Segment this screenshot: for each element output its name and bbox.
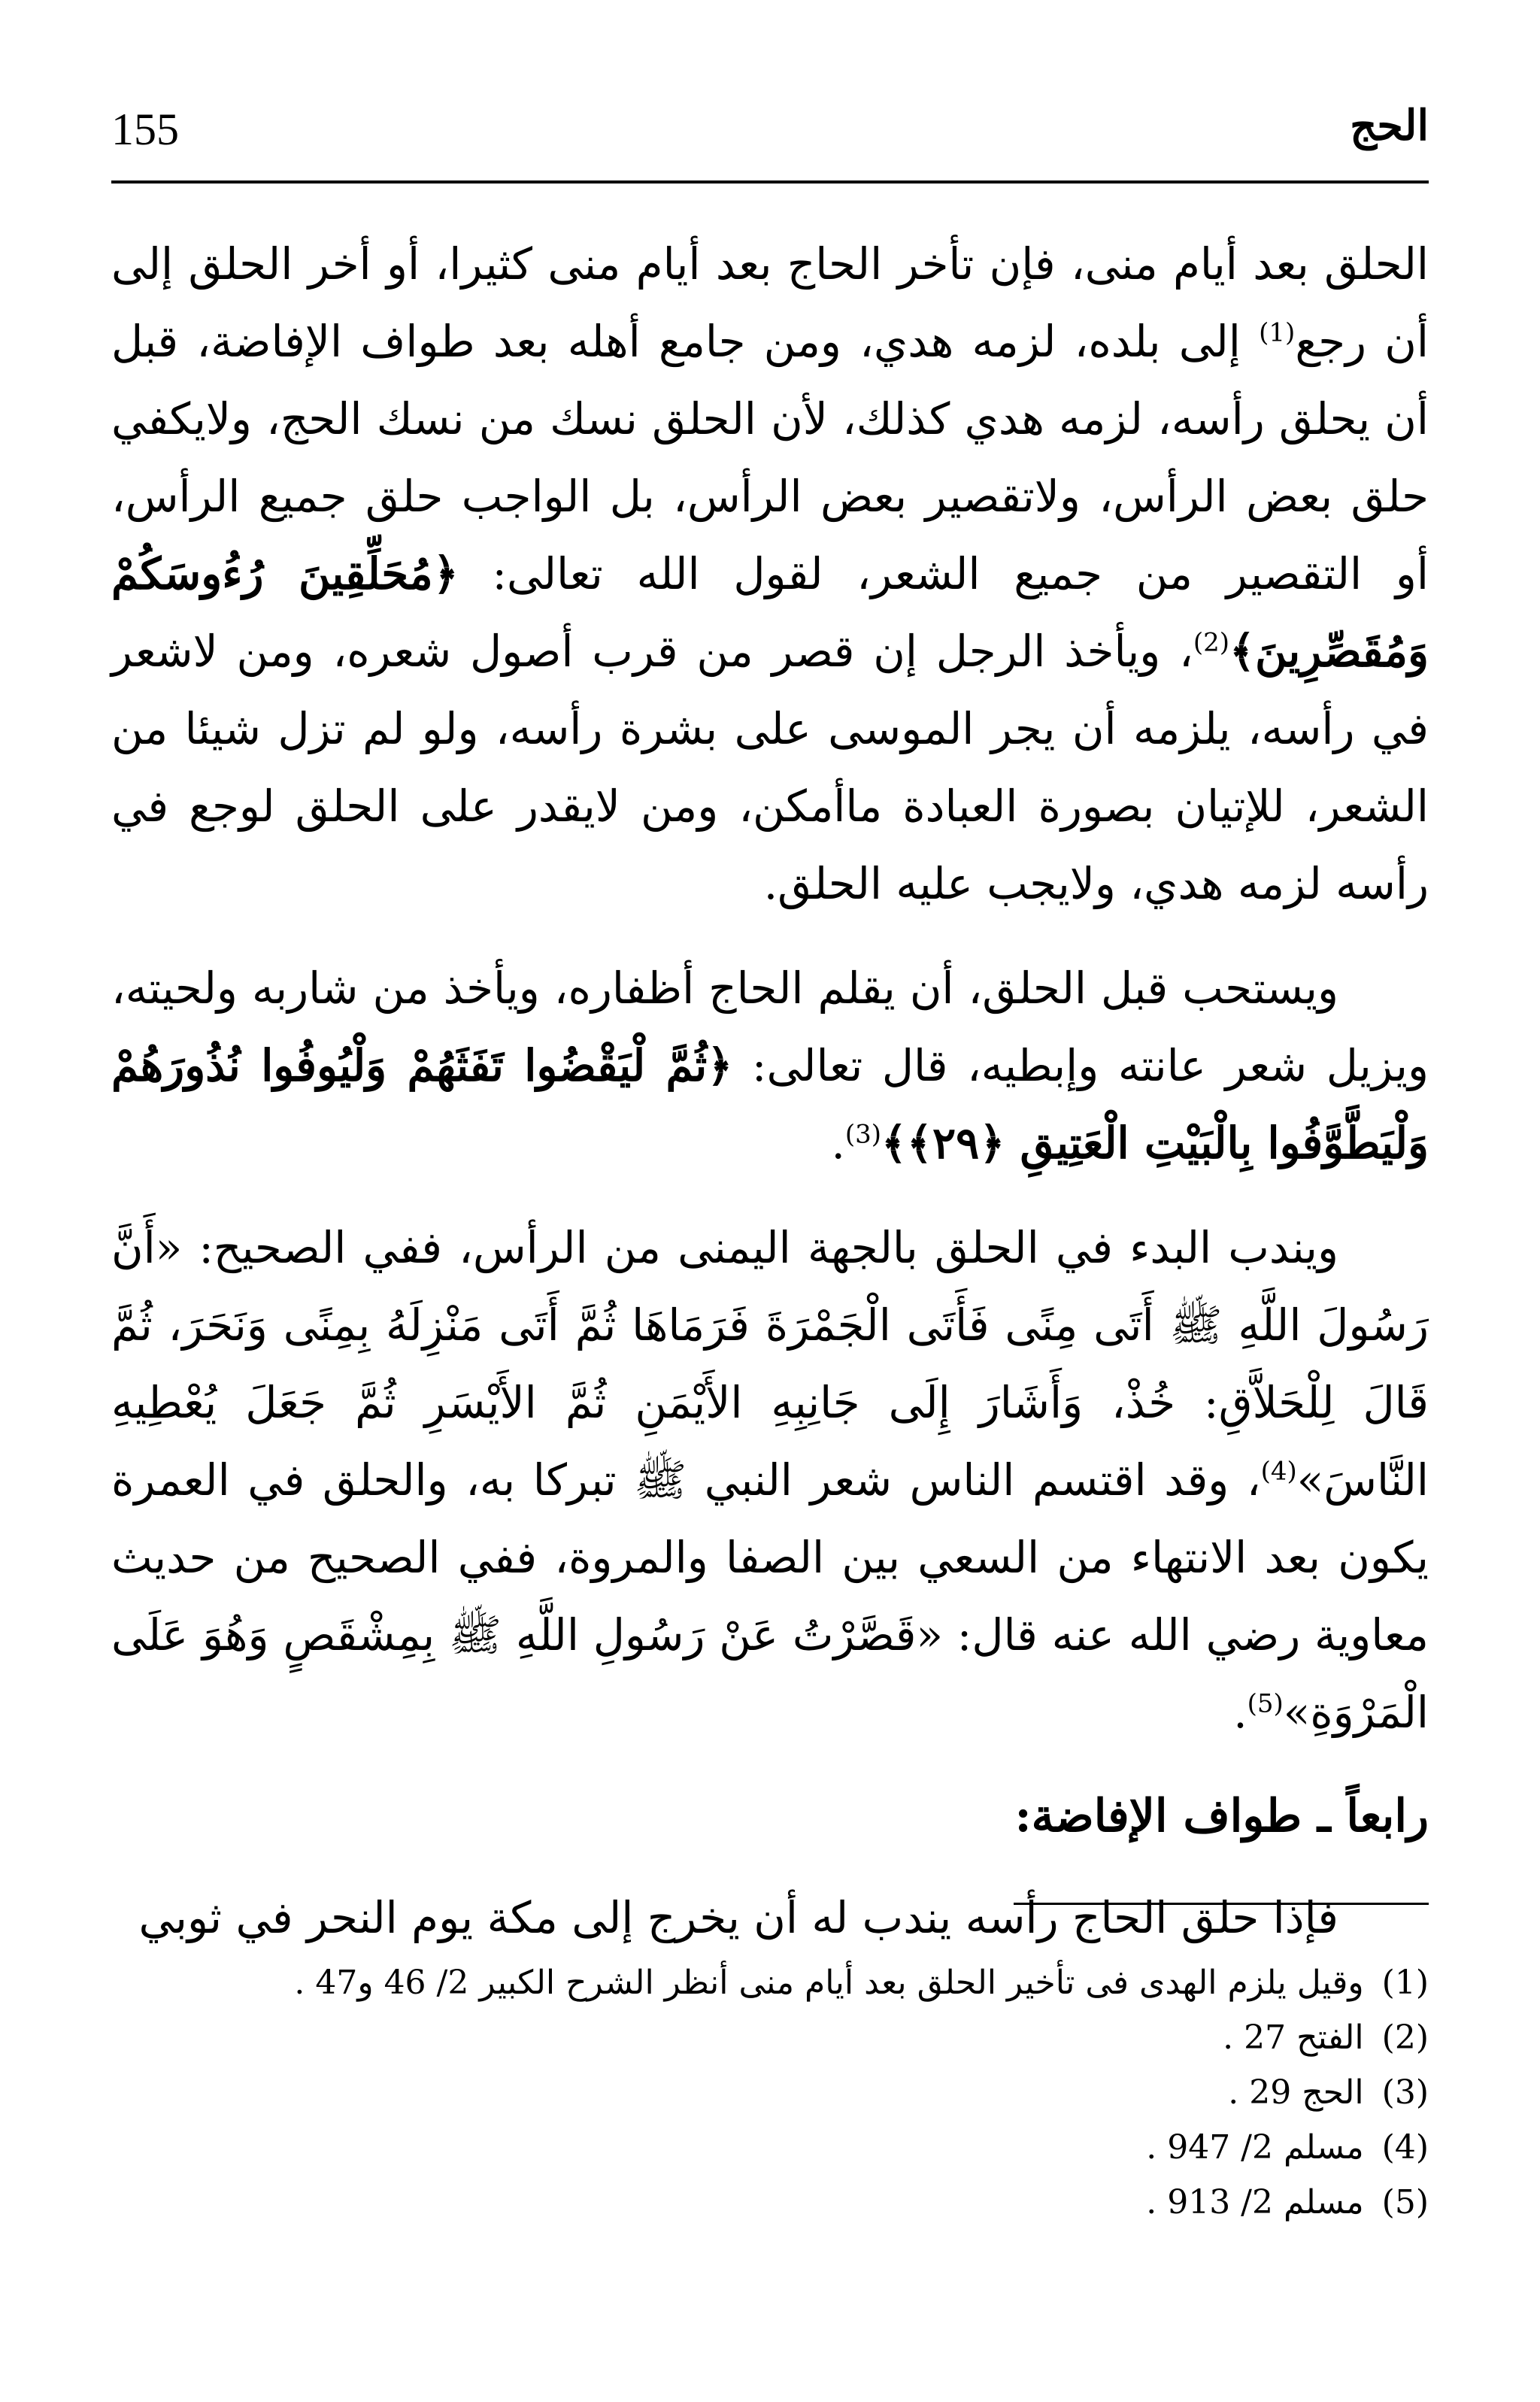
page-header bbox=[111, 90, 1429, 183]
footnote-ref: (1) bbox=[1259, 317, 1296, 348]
paragraph-2 bbox=[111, 950, 1429, 1182]
footnote-item bbox=[111, 1955, 1429, 2010]
footnote-item bbox=[111, 2120, 1429, 2175]
footnote-ref: (4) bbox=[1260, 1456, 1297, 1487]
footnote-number: (4) bbox=[1381, 2128, 1429, 2167]
footnote-text: الفتح 27 . bbox=[1223, 2018, 1364, 2057]
footnote-ref: (2) bbox=[1193, 627, 1229, 658]
running-title: الحج bbox=[1350, 101, 1429, 150]
hadith-quote: «أَنَّ رَسُولَ اللَّهِ ﷺ أَتَى مِنًى فَأَتَى الْجَمْرَةَ فَرَمَاهَا ثُمَّ أَتَى مَنْزِلَهُ بِمِنًى وَنَحَرَ، ثُمَّ قَالَ لِلْحَلاَّقِ: خُذْ، وَأَشَارَ إِلَى جَانِبِهِ الأَيْمَنِ ثُمَّ الأَيْسَرِ ثُمَّ جَعَلَ يُعْطِيهِ النَّاسَ» bbox=[111, 1222, 1429, 1506]
paragraph-1 bbox=[111, 226, 1429, 923]
main-text bbox=[111, 226, 1429, 1943]
footnote-text: وقيل يلزم الهدى فى تأخير الحلق بعد أيام منى أنظر الشرح الكبير 2/ 46 و47 . bbox=[294, 1964, 1364, 2002]
section-heading: رابعاً ـ طواف الإفاضة: bbox=[1014, 1790, 1429, 1842]
footnote-number: (2) bbox=[1381, 2018, 1429, 2057]
paragraph-text: ويستحب قبل الحلق، أن يقلم الحاج أظفاره، ويأخذ من شاربه ولحيته، ويزيل شعر عانته وإبطيه، قال تعالى: bbox=[111, 963, 1429, 1091]
paragraph-3 bbox=[111, 1209, 1429, 1751]
footnote-number: (1) bbox=[1381, 1964, 1429, 2002]
paragraph-4: فإذا حلق الحاج رأسه يندب له أن يخرج إلى مكة يوم النحر في ثوبي bbox=[138, 1892, 1338, 1943]
footnote-item bbox=[111, 2010, 1429, 2065]
footnote-number: (5) bbox=[1381, 2183, 1429, 2222]
quran-verse: ﴿ثُمَّ لْيَقْضُوا تَفَثَهُمْ وَلْيُوفُوا نُذُورَهُمْ وَلْيَطَّوَّفُوا بِالْبَيْتِ الْعَتِيقِ ﴿٢٩﴾﴾ bbox=[111, 1040, 1429, 1169]
paragraph-text: الحلق بعد أيام منى، فإن تأخر الحاج بعد أيام منى كثيرا، أو أخر الحلق إلى أن رجع bbox=[111, 238, 1429, 367]
footnote-text: مسلم 2/ 947 . bbox=[1146, 2128, 1364, 2167]
footnote-item bbox=[111, 2175, 1429, 2230]
footnote-text: الحج 29 . bbox=[1228, 2073, 1364, 2112]
footnote-text: مسلم 2/ 913 . bbox=[1146, 2183, 1364, 2222]
footnotes bbox=[111, 1955, 1429, 2230]
paragraph-text: . bbox=[831, 1118, 845, 1169]
quran-verse: ﴿مُحَلِّقِينَ رُءُوسَكُمْ وَمُقَصِّرِينَ﴾ bbox=[111, 548, 1429, 677]
paragraph-text: ، وقد اقتسم الناس شعر النبي ﷺ تبركا به، والحلق في العمرة يكون بعد الانتهاء من السعي بين الصفا والمروة، ففي الصحيح من حديث معاوية رضي الله عنه قال: bbox=[111, 1454, 1429, 1660]
footnote-ref: (3) bbox=[844, 1119, 882, 1150]
hadith-quote: «قَصَّرْتُ عَنْ رَسُولِ اللَّهِ ﷺ بِمِشْقَصٍ وَهُوَ عَلَى الْمَرْوَةِ» bbox=[111, 1609, 1429, 1738]
footnote-item bbox=[111, 2065, 1429, 2120]
footnote-separator bbox=[1014, 1903, 1429, 1905]
footnote-ref: (5) bbox=[1247, 1688, 1284, 1719]
paragraph-text: إلى بلده، لزمه هدي، ومن جامع أهله بعد طواف الإفاضة، قبل أن يحلق رأسه، لزمه هدي كذلك، لأن الحلق نسك من نسك الحج، ولايكفي حلق بعض الرأس، ولاتقصير بعض الرأس، بل الواجب حلق جميع الرأس، أو التقصير من جميع الشعر، لقول الله تعالى: bbox=[111, 316, 1429, 599]
paragraph-text: ويندب البدء في الحلق بالجهة اليمنى من الرأس، ففي الصحيح: bbox=[182, 1222, 1338, 1273]
paragraph-text: . bbox=[1233, 1687, 1247, 1738]
footnote-number: (3) bbox=[1381, 2073, 1429, 2112]
page-number: 155 bbox=[111, 105, 179, 154]
paragraph-text: ، ويأخذ الرجل إن قصر من قرب أصول شعره، ومن لاشعر في رأسه، يلزمه أن يجر الموسى على بشرة رأسه، ولو لم تزل شيئا من الشعر، للإتيان بصورة العبادة ماأمكن، ومن لايقدر على الحلق لوجع في رأسه لزمه هدي، ولايجب عليه الحلق. bbox=[111, 626, 1429, 909]
